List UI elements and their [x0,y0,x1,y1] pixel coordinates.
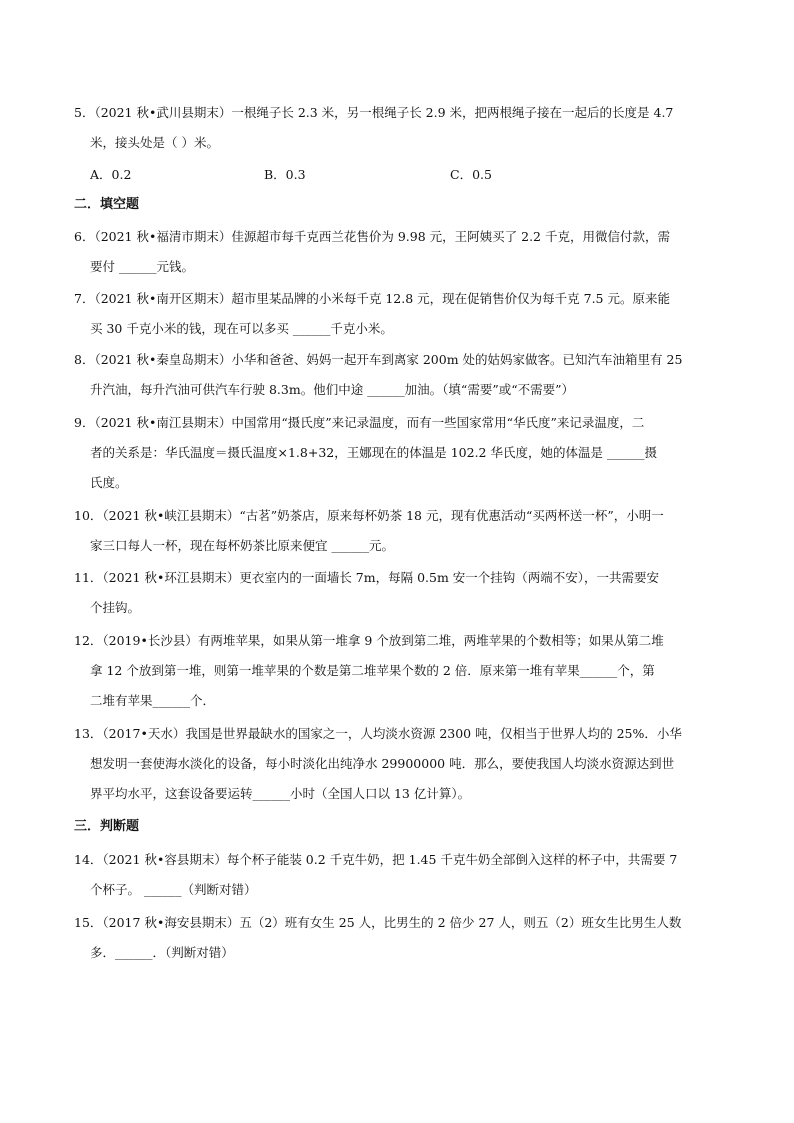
question-9-line-2: 者的关系是：华氏温度＝摄氏温度×1.8+32，王娜现在的体温是 102.2 华氏度，她的体温是 ______摄 [90,445,657,460]
question-7 [74,284,724,344]
question-9 [74,408,724,498]
question-13-line-1: 13．（2017•天水）我国是世界最缺水的国家之一，人均淡水资源 2300 吨，仅相当于世界人均的 25%．小华 [74,726,682,741]
option-b: B．0.3 [264,167,306,182]
question-12-line-2: 拿 12 个放到第一堆，则第一堆苹果的个数是第二堆苹果个数的 2 倍．原来第一堆有苹果______个，第 [90,663,655,678]
question-8-line-2: 升汽油，每升汽油可供汽车行驶 8.3m。他们中途 ______加油。（填“需要”或“不需要”） [90,382,574,397]
question-14 [74,845,724,905]
question-5-line-1: 5．（2021 秋•武川县期末）一根绳子长 2.3 米，另一根绳子长 2.9 米，把两根绳子接在一起后的长度是 4.7 [74,105,674,120]
question-14-line-2: 个杯子。 ______（判断对错） [90,882,257,897]
option-c: C．0.5 [450,167,492,182]
question-10 [74,501,724,561]
question-11-line-1: 11．（2021 秋•环江县期末）更衣室内的一面墙长 7m，每隔 0.5m 安一个挂钩（两端不安），一共需要安 [74,570,660,585]
question-13 [74,719,724,809]
question-8 [74,345,724,405]
question-15-line-2: 多．______．（判断对错） [90,945,234,960]
question-12 [74,626,724,716]
question-5 [74,98,724,158]
section-heading-true-false: 三．判断题 [74,819,140,834]
question-9-line-1: 9．（2021 秋•南江县期末）中国常用“摄氏度”来记录温度，而有一些国家常用“华氏度”来记录温度，二 [74,415,645,430]
question-15-line-1: 15．（2017 秋•海安县期末）五（2）班有女生 25 人，比男生的 2 倍少 27 人，则五（2）班女生比男生人数 [74,915,682,930]
question-8-line-1: 8．（2021 秋•秦皇岛期末）小华和爸爸、妈妈一起开车到离家 200m 处的姑妈家做客。已知汽车油箱里有 25 [74,352,683,367]
question-14-line-1: 14．（2021 秋•容县期末）每个杯子能装 0.2 千克牛奶，把 1.45 千克牛奶全部倒入这样的杯子中，共需要 7 [74,852,678,867]
question-5-line-2: 米，接头处是（ ）米。 [90,135,219,150]
option-a: A．0.2 [90,167,132,182]
question-13-line-3: 界平均水平，这套设备要运转______小时（全国人口以 13 亿计算）。 [90,786,471,801]
question-11 [74,563,724,623]
question-7-line-2: 买 30 千克小米的钱，现在可以多买 ______千克小米。 [90,321,393,336]
question-10-line-2: 家三口每人一杯，现在每杯奶茶比原来便宜 ______元。 [90,538,394,553]
question-15 [74,908,724,968]
question-12-line-3: 二堆有苹果______个． [90,693,216,708]
question-13-line-2: 想发明一套使海水淡化的设备，每小时淡化出纯净水 29900000 吨．那么，要使我国人均淡水资源达到世 [90,756,675,771]
question-9-line-3: 氏度。 [90,475,128,490]
question-6-line-2: 要付 ______元钱。 [90,259,194,274]
question-5-options [90,160,610,190]
question-6-line-1: 6．（2021 秋•福清市期末）佳源超市每千克西兰花售价为 9.98 元，王阿姨买了 2.2 千克，用微信付款，需 [74,229,670,244]
question-11-line-2: 个挂钩。 [90,600,141,615]
question-10-line-1: 10．（2021 秋•峡江县期末）“古茗”奶茶店，原来每杯奶茶 18 元，现有优惠活动“买两杯送一杯”，小明一 [74,508,664,523]
question-12-line-1: 12．（2019•长沙县）有两堆苹果，如果从第一堆拿 9 个放到第二堆，两堆苹果的个数相等；如果从第二堆 [74,633,664,648]
section-heading-fill-in: 二．填空题 [74,197,140,212]
question-6 [74,222,724,282]
question-7-line-1: 7．（2021 秋•南开区期末）超市里某品牌的小米每千克 12.8 元，现在促销售价仅为每千克 7.5 元。原来能 [74,291,670,306]
